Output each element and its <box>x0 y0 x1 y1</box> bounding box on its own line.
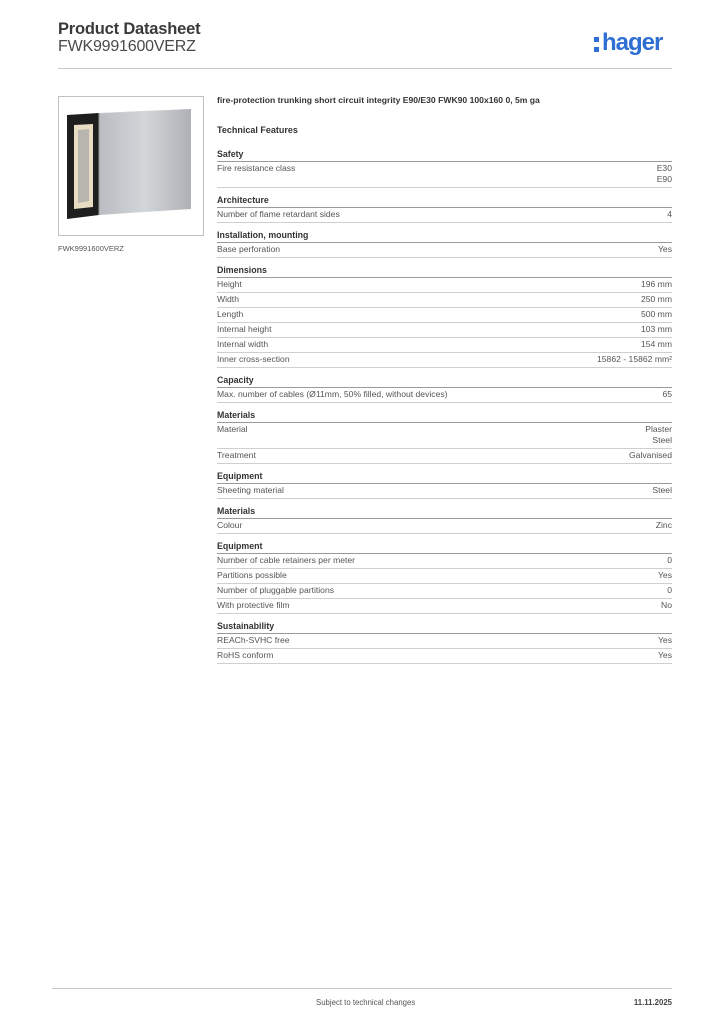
spec-label: Partitions possible <box>217 570 287 580</box>
spec-value: 103 mm <box>640 324 672 334</box>
trunking-icon <box>59 97 203 235</box>
spec-label: Inner cross-section <box>217 354 290 364</box>
spec-label: Sheeting material <box>217 485 284 495</box>
spec-value: Yes <box>657 650 672 660</box>
spec-row <box>217 599 672 614</box>
hager-logo <box>594 28 662 58</box>
spec-row <box>217 423 672 449</box>
spec-label: Height <box>217 279 242 289</box>
spec-label: Length <box>217 309 244 319</box>
header-divider <box>58 68 672 69</box>
spec-section <box>217 506 672 534</box>
spec-label: RoHS conform <box>217 650 274 660</box>
spec-label: Number of pluggable partitions <box>217 585 335 595</box>
spec-value: 4 <box>667 209 672 219</box>
spec-section <box>217 621 672 664</box>
product-image-caption: FWK9991600VERZ <box>58 244 124 253</box>
spec-label: Internal height <box>217 324 272 334</box>
logo-text: hager <box>602 29 663 56</box>
spec-value: 154 mm <box>640 339 672 349</box>
spec-section <box>217 471 672 499</box>
spec-row <box>217 569 672 584</box>
spec-section <box>217 265 672 368</box>
spec-row <box>217 634 672 649</box>
section-title: Materials <box>217 506 672 519</box>
spec-row <box>217 649 672 664</box>
spec-value: 196 mm <box>640 279 672 289</box>
spec-value: Zinc <box>655 520 672 530</box>
spec-row <box>217 293 672 308</box>
spec-label: Number of cable retainers per meter <box>217 555 356 565</box>
spec-label: With protective film <box>217 600 290 610</box>
section-title: Sustainability <box>217 621 672 634</box>
spec-value: Yes <box>657 244 672 254</box>
spec-value: Steel <box>652 485 672 495</box>
spec-label: Treatment <box>217 450 256 460</box>
section-title: Dimensions <box>217 265 672 278</box>
spec-value: 65 <box>662 389 672 399</box>
footer-date: 11.11.2025 <box>633 998 672 1007</box>
section-title: Equipment <box>217 471 672 484</box>
spec-label: Internal width <box>217 339 269 349</box>
section-title: Architecture <box>217 195 672 208</box>
spec-row <box>217 278 672 293</box>
product-image <box>58 96 204 236</box>
spec-row <box>217 584 672 599</box>
spec-section <box>217 541 672 614</box>
spec-value: 0 <box>667 555 672 565</box>
spec-label: REACh-SVHC free <box>217 635 290 645</box>
spec-value: 15862 - 15862 mm² <box>597 354 672 364</box>
spec-value: Plaster Steel <box>645 424 672 445</box>
spec-sections <box>217 149 672 664</box>
spec-value: 250 mm <box>640 294 672 304</box>
spec-label: Material <box>217 424 248 434</box>
spec-label: Number of flame retardant sides <box>217 209 340 219</box>
spec-row <box>217 353 672 368</box>
technical-features-heading: Technical Features <box>217 125 298 135</box>
footer-note: Subject to technical changes <box>316 998 416 1007</box>
spec-row <box>217 449 672 464</box>
spec-row <box>217 323 672 338</box>
spec-section <box>217 375 672 403</box>
spec-section <box>217 410 672 464</box>
spec-value: 500 mm <box>640 309 672 319</box>
spec-row <box>217 484 672 499</box>
spec-row <box>217 338 672 353</box>
spec-label: Colour <box>217 520 243 530</box>
section-title: Equipment <box>217 541 672 554</box>
product-description: fire-protection trunking short circuit integrity E90/E30 FWK90 100x160 0, 5m ga <box>217 95 540 105</box>
spec-value: E30 E90 <box>656 163 672 184</box>
spec-section <box>217 195 672 223</box>
spec-row <box>217 554 672 569</box>
spec-value: Yes <box>657 635 672 645</box>
logo-dots-icon <box>594 37 599 52</box>
spec-label: Fire resistance class <box>217 163 296 173</box>
spec-row <box>217 243 672 258</box>
spec-label: Width <box>217 294 239 304</box>
spec-value: No <box>661 600 672 610</box>
section-title: Materials <box>217 410 672 423</box>
spec-row <box>217 208 672 223</box>
spec-row <box>217 388 672 403</box>
spec-section <box>217 149 672 188</box>
spec-row <box>217 519 672 534</box>
spec-content <box>217 94 672 671</box>
spec-label: Base perforation <box>217 244 281 254</box>
spec-section <box>217 230 672 258</box>
section-title: Safety <box>217 149 672 162</box>
spec-label: Max. number of cables (Ø11mm, 50% filled, without devices) <box>217 389 448 399</box>
section-title: Capacity <box>217 375 672 388</box>
section-title: Installation, mounting <box>217 230 672 243</box>
spec-value: Galvanised <box>629 450 672 460</box>
spec-row <box>217 308 672 323</box>
product-code: FWK9991600VERZ <box>58 38 196 55</box>
page-title: Product Datasheet <box>58 20 201 38</box>
spec-value: 0 <box>667 585 672 595</box>
footer-divider <box>52 988 672 989</box>
spec-value: Yes <box>657 570 672 580</box>
spec-row <box>217 162 672 188</box>
